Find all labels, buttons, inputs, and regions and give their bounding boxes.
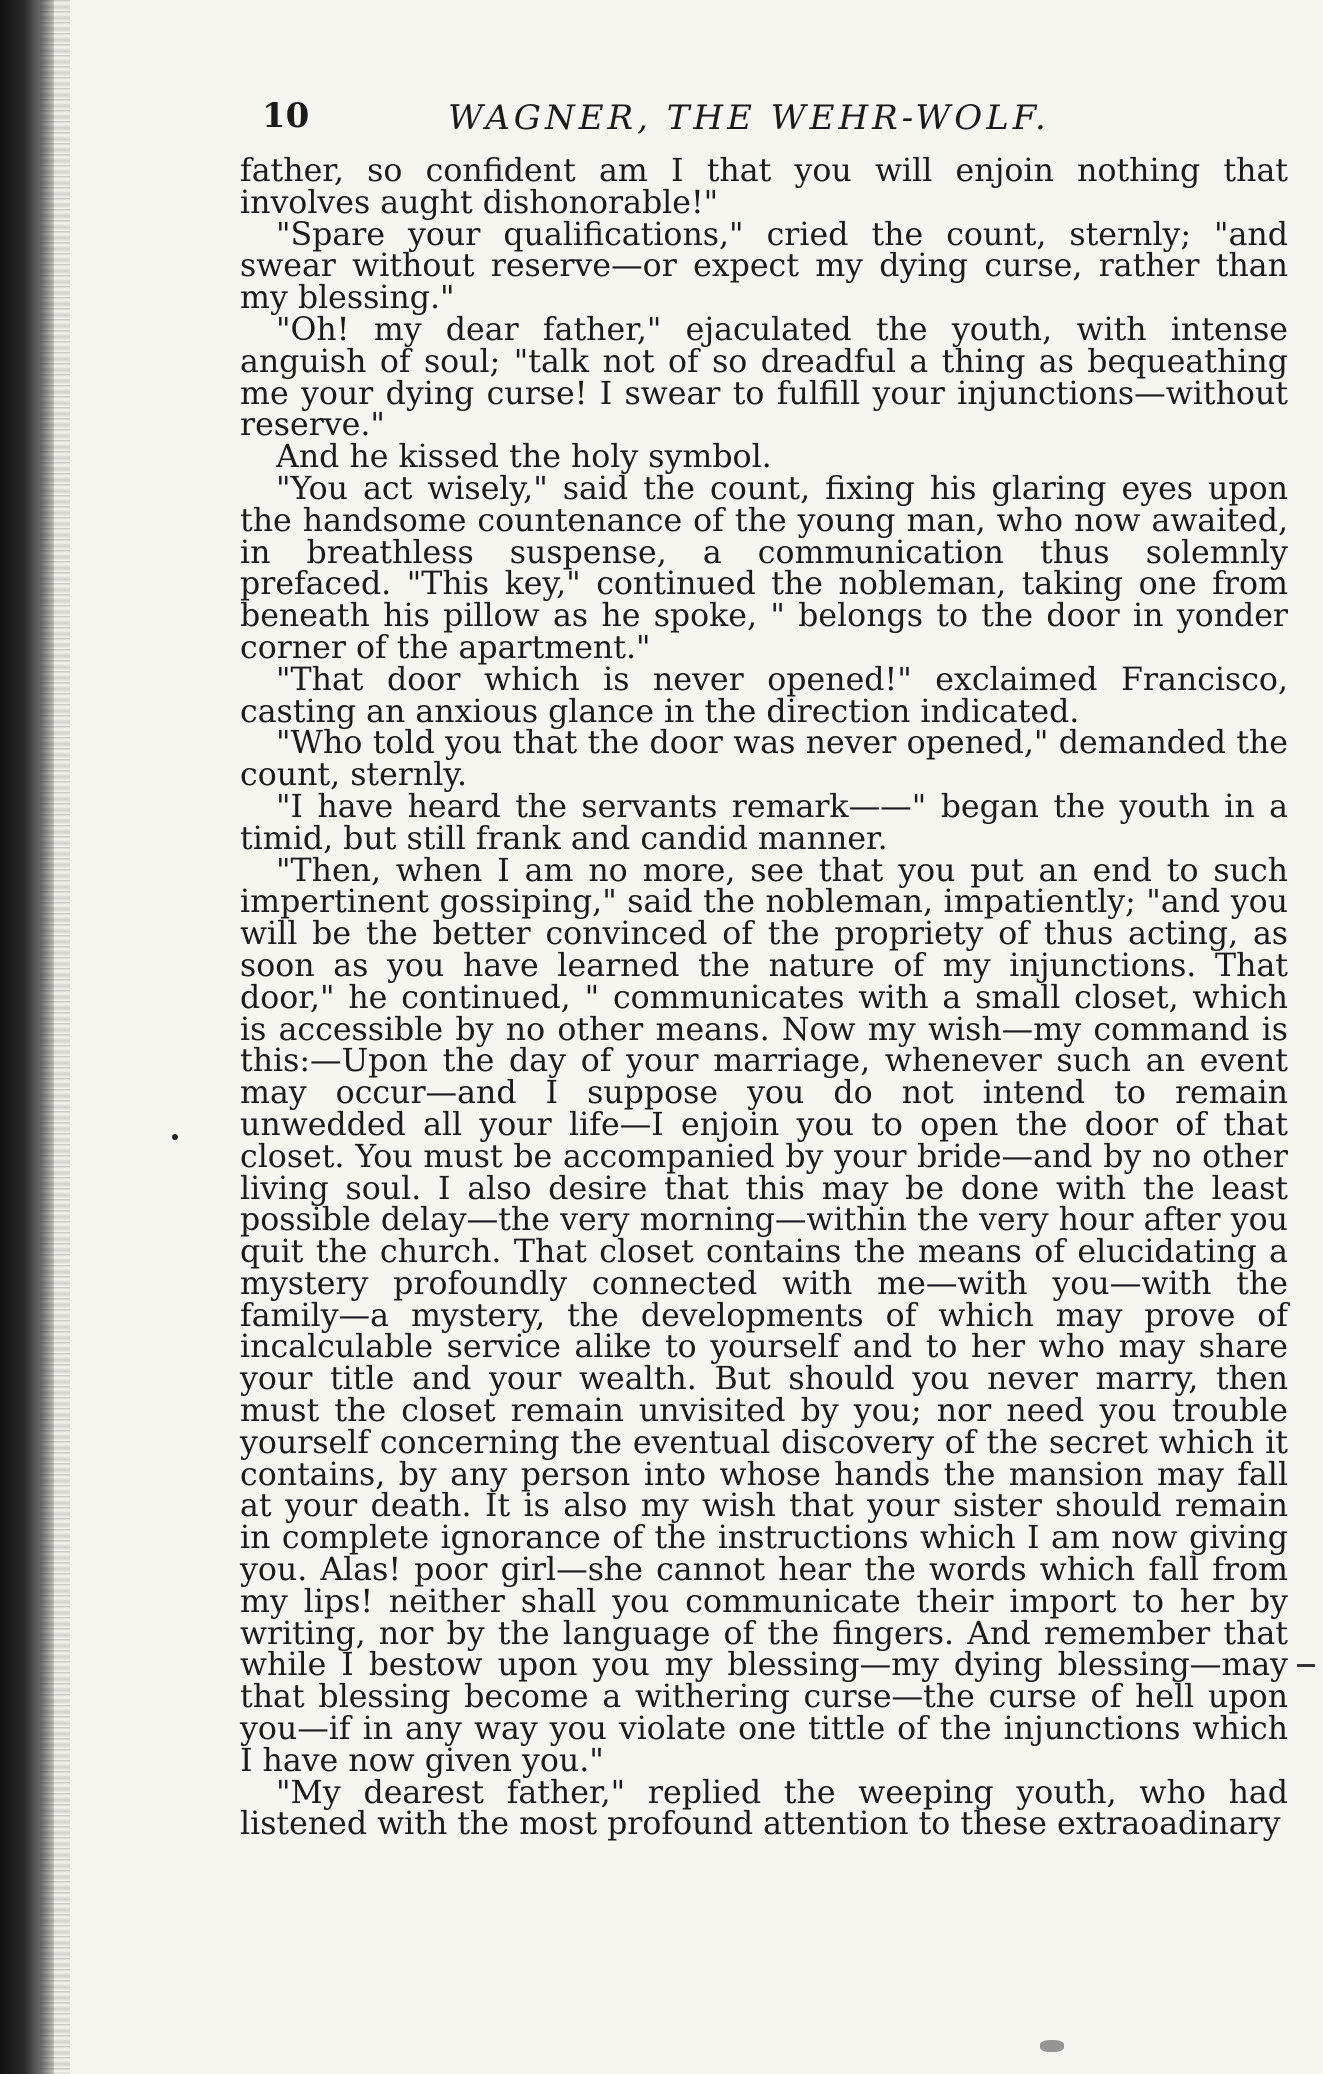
paragraph: "That door which is never opened!" exclaimed Francisco, casting an anxious glance in the direction indicated. — [240, 661, 1288, 730]
margin-mark — [172, 1134, 178, 1140]
paragraph: And he kissed the holy symbol. — [276, 439, 772, 476]
paragraph: "Then, when I am no more, see that you put an end to such impertinent gossiping," said the nobleman, impatiently; "and you will be the better convinced of the propriety of thus acting, as soon as you have learned the nature of my injunctions. That door," he continued, " communicates with a small closet, which is accessible by no other means. Now my wish—my command is this:—Upon the day of your marriage, whenever such an event may occur—and I suppose you do not intend to remain unwedded all your life—I enjoin you to open the door of that closet. You must be accompanied by your bride—and by no other living soul. I also desire that this may be done with the least possible delay—the very morning—within the very hour after you quit the church. That closet contains the means of elucidating a mystery profoundly connected with me—with you—with the family—a mystery, the developments of which may prove of incalculable service alike to yourself and to her who may share your title and your wealth. But should you never marry, then must the closet remain unvisited by you; nor need you trouble yourself concerning the eventual discovery of the secret which it contains, by any person into whose hands the mansion may fall at your death. It is also my wish that your sister should remain in complete ignorance of the instructions which I am now giving you. Alas! poor girl—she cannot hear the words which fall from my lips! neither shall you communicate their import to her by writing, nor by the language of the fingers. And remember that while I bestow upon you my blessing—my dying blessing—may that blessing become a withering curse—the curse of hell upon you—if in any way you violate one tittle of the injunctions which I have now given you." — [240, 852, 1288, 1779]
body-text — [240, 153, 1288, 1843]
paragraph: father, so confident am I that you will enjoin nothing that involves aught dishonorable!" — [240, 153, 1288, 221]
paragraph: "I have heard the servants remark——" began the youth in a timid, but still frank and candid manner. — [240, 788, 1288, 857]
paragraph: "You act wisely," said the count, fixing his glaring eyes upon the handsome countenance of the young man, who now awaited, in breathless suspense, a communication thus solemnly prefaced. "This key," continued the nobleman, taking one from beneath his pillow as he spoke, " belongs to the door in yonder corner of the apartment." — [240, 470, 1288, 666]
binding-texture — [40, 0, 70, 2074]
running-title: WAGNER, THE WEHR-WOLF. — [448, 98, 1050, 138]
ink-smudge — [1040, 2040, 1064, 2052]
book-page — [240, 96, 1290, 2036]
paragraph: "My dearest father," replied the weeping youth, who had listened with the most profound attention to these extraoadinary — [240, 1774, 1288, 1843]
paragraph: "Who told you that the door was never opened," demanded the count, sternly. — [240, 725, 1288, 794]
margin-mark — [1297, 1664, 1315, 1667]
paragraph: "Spare your qualifications," cried the count, sternly; "and swear without reserve—or expect my dying curse, rather than my blessing." — [240, 216, 1288, 317]
page-number: 10 — [262, 96, 310, 136]
running-head — [240, 96, 1290, 156]
paragraph: "Oh! my dear father," ejaculated the youth, with intense anguish of soul; "talk not of so dreadful a thing as bequeathing me your dying curse! I swear to fulfill your injunctions—without reserve." — [240, 311, 1288, 444]
